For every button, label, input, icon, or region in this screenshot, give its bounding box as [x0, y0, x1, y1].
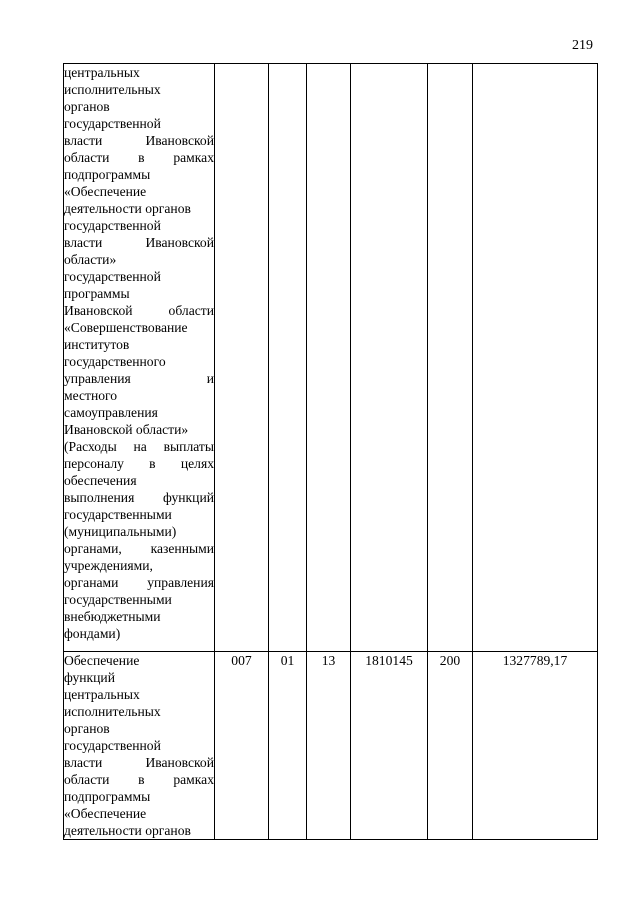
table-row [64, 652, 598, 840]
description-line: органами управления [64, 575, 214, 590]
description-line: центральных [64, 687, 140, 702]
description-line: органов [64, 721, 110, 736]
description-line: выполнения функций [64, 490, 214, 505]
cell-expense-type: 200 [428, 652, 473, 840]
description-line: государственной [64, 218, 161, 233]
row-description [64, 652, 215, 840]
description-line: институтов [64, 337, 130, 352]
description-line: власти Ивановской [64, 235, 214, 250]
description-line: государственной [64, 116, 161, 131]
description-line: Обеспечение [64, 653, 140, 668]
description-line: государственными [64, 507, 172, 522]
description-line: (Расходы на выплаты [64, 439, 214, 454]
description-line: Ивановской области [64, 303, 214, 318]
description-line: Ивановской области» [64, 422, 189, 437]
description-line: области в рамках [64, 772, 214, 787]
description-line: персоналу в целях [64, 456, 214, 471]
table-row-continuation [64, 64, 598, 652]
description-line: государственной [64, 738, 161, 753]
cell-amount [473, 64, 598, 652]
description-line: исполнительных [64, 704, 161, 719]
description-line: деятельности органов [64, 201, 191, 216]
description-line: обеспечения [64, 473, 137, 488]
cell-amount: 1327789,17 [473, 652, 598, 840]
description-line: области» [64, 252, 117, 267]
cell-ministry-code [215, 64, 269, 652]
description-line: местного [64, 388, 118, 403]
description-line: области в рамках [64, 150, 214, 165]
description-line: органов [64, 99, 110, 114]
description-line: «Совершенствование [64, 320, 188, 335]
description-line: власти Ивановской [64, 133, 214, 148]
description-line: (муниципальными) [64, 524, 177, 539]
description-line: фондами) [64, 626, 121, 641]
row-description [64, 64, 215, 652]
description-line: «Обеспечение [64, 184, 147, 199]
description-line: управления и [64, 371, 214, 386]
description-line: учреждениями, [64, 558, 153, 573]
description-line: подпрограммы [64, 789, 151, 804]
description-line: исполнительных [64, 82, 161, 97]
cell-ministry-code: 007 [215, 652, 269, 840]
description-line: центральных [64, 65, 140, 80]
description-line: государственными [64, 592, 172, 607]
budget-table [63, 63, 598, 840]
description-line: функций [64, 670, 115, 685]
description-line: органами, казенными [64, 541, 214, 556]
cell-target-article [351, 64, 428, 652]
description-line: подпрограммы [64, 167, 151, 182]
cell-expense-type [428, 64, 473, 652]
cell-target-article: 1810145 [351, 652, 428, 840]
description-line: программы [64, 286, 130, 301]
description-line: самоуправления [64, 405, 158, 420]
description-line: «Обеспечение [64, 806, 147, 821]
description-line: деятельности органов [64, 823, 191, 838]
description-line: внебюджетными [64, 609, 161, 624]
description-line: власти Ивановской [64, 755, 214, 770]
description-line: государственной [64, 269, 161, 284]
description-line: государственного [64, 354, 166, 369]
cell-subsection [307, 64, 351, 652]
cell-section: 01 [269, 652, 307, 840]
cell-section [269, 64, 307, 652]
page-number: 219 [572, 38, 593, 53]
cell-subsection: 13 [307, 652, 351, 840]
